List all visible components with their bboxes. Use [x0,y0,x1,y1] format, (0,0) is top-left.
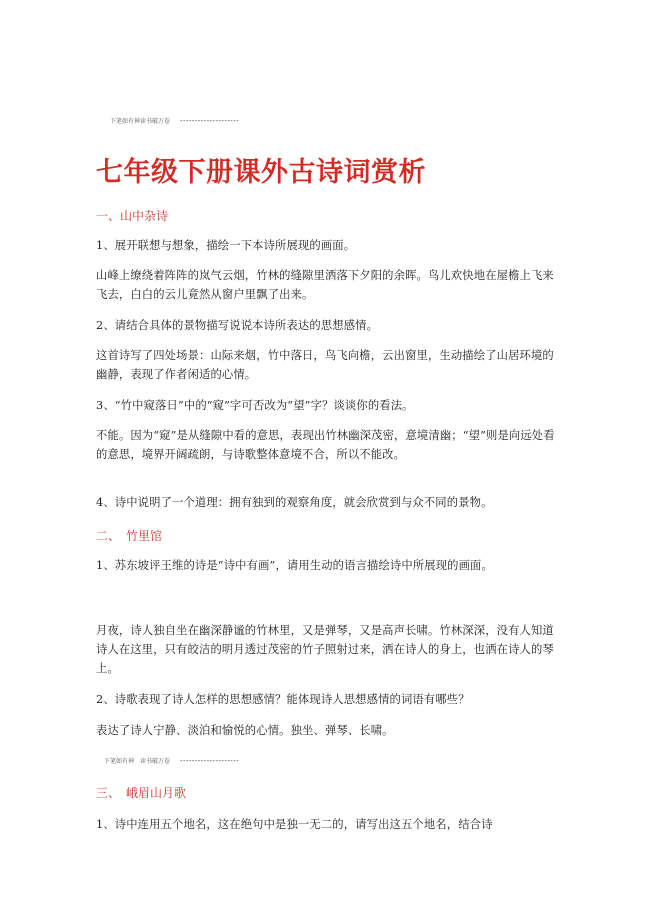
section-heading-1: 一、山中杂诗 [96,209,169,223]
question-1-2: 2、请结合具体的景物描写说说本诗所表达的思想感情。 [96,319,379,332]
question-2-2: 2、诗歌表现了诗人怎样的思想感情？能体现诗人思想感情的词语有哪些？ [96,693,470,706]
header-text: 下笔如有神读书破万卷 [110,118,171,125]
section-heading-2: 二、 竹里馆 [96,529,163,543]
answer-2-1: 月夜，诗人独自坐在幽深静谧的竹林里，又是弹琴，又是高声长啸。竹林深深，没有人知道诗人在这里，只有皎洁的明月透过茂密的竹子照射过来，洒在诗人的身上，也洒在诗人的琴上。 [96,624,554,675]
section-heading-3: 三、 峨眉山月歌 [96,786,187,800]
answer-1-3: 不能。因为“窥”是从缝隙中看的意思，表现出竹林幽深茂密，意境清幽；“望”则是向远处看的意思，境界开阔疏朗，与诗歌整体意境不合，所以不能改。 [96,429,555,461]
header-dashes: -------------------- [180,116,240,125]
question-1-1: 1、展开联想与想象，描绘一下本诗所展现的画面。 [96,239,356,252]
question-1-3: 3、“竹中窥落日”中的“窥”字可否改为“望”字？谈谈你的看法。 [96,399,414,412]
page-header [110,116,239,125]
question-1-4: 4、诗中说明了一个道理：拥有独到的观察角度，就会欣赏到与众不同的景物。 [96,496,493,509]
page-break-header-text: 下笔如有神 读书破万卷 [104,758,171,765]
page-title: 七年级下册课外古诗词赏析 [96,157,426,188]
page-break-header [104,756,239,765]
page-break-dashes: -------------------- [180,756,240,765]
answer-2-2: 表达了诗人宁静、淡泊和愉悦的心情。独坐、弹琴、长啸。 [96,724,394,737]
answer-1-2: 这首诗写了四处场景：山际来烟，竹中落日，鸟飞向檐，云出窗里，生动描绘了山居环境的幽静，表现了作者闲适的心情。 [96,349,554,381]
question-2-1: 1、苏东坡评王维的诗是“诗中有画”，请用生动的语言描绘诗中所展现的画面。 [96,559,493,572]
question-3-1: 1、诗中连用五个地名，这在绝句中是独一无二的，请写出这五个地名，结合诗 [96,818,493,831]
answer-1-1: 山峰上缭绕着阵阵的岚气云烟，竹林的缝隙里洒落下夕阳的余晖。鸟儿欢快地在屋檐上飞来飞去，白白的云儿竟然从窗户里飘了出来。 [96,269,554,301]
